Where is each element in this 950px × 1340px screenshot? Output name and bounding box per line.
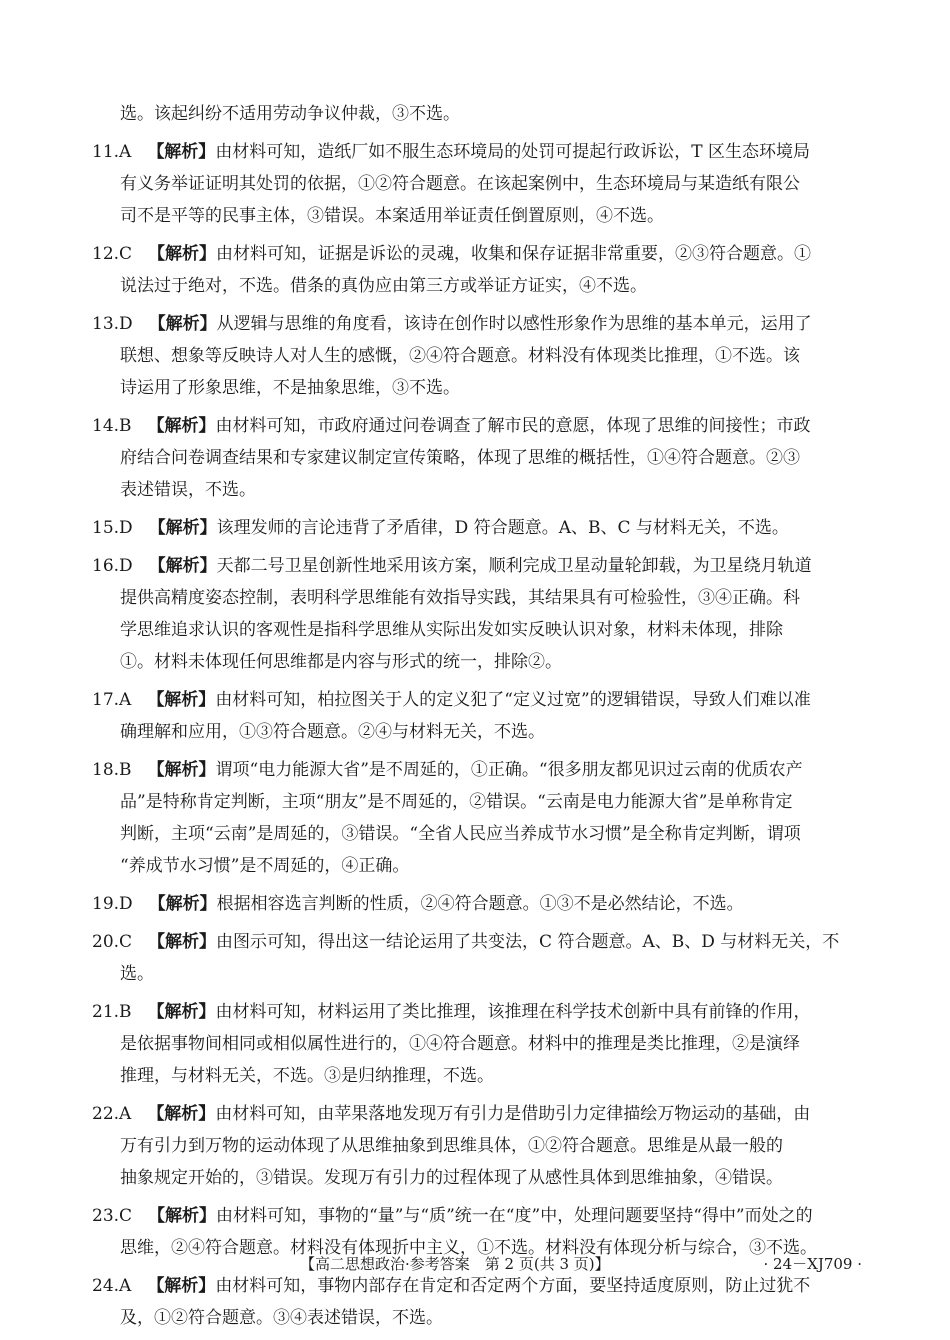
answer-continuation-line: 诗运用了形象思维，不是抽象思维，③不选。 — [120, 378, 460, 398]
answer-first-line — [92, 550, 864, 582]
analysis-tag: 【解析】 — [147, 690, 216, 710]
answer-text: 由材料可知，柏拉图关于人的定义犯了“定义过宽”的逻辑错误，导致人们难以准 — [215, 690, 811, 710]
answer-text: 由材料可知，材料运用了类比推理，该推理在科学技术创新中具有前锋的作用， — [215, 1002, 811, 1022]
answer-text: 由材料可知，证据是诉讼的灵魂，收集和保存证据非常重要，②③符合题意。① — [216, 244, 812, 264]
answer-text: 由材料可知，造纸厂如不服生态环境局的处罚可提起行政诉讼，T 区生态环境局 — [215, 142, 811, 162]
answer-item — [92, 238, 864, 302]
answer-first-line — [92, 512, 864, 544]
answer-item — [92, 136, 864, 232]
answer-number: 22.A — [92, 1104, 132, 1124]
answer-first-line — [92, 410, 864, 442]
answer-continuation-line: 提供高精度姿态控制，表明科学思维能有效指导实践，其结果具有可检验性，③④正确。科 — [120, 588, 800, 608]
answer-first-line — [92, 754, 864, 786]
answer-continuation-line: 有义务举证证明其处罚的依据，①②符合题意。在该起案例中，生态环境局与某造纸有限公 — [120, 174, 800, 194]
analysis-tag: 【解析】 — [147, 1276, 216, 1296]
answer-continuation-line: 万有引力到万物的运动体现了从思维抽象到思维具体，①②符合题意。思维是从最一般的 — [120, 1136, 783, 1156]
answer-continuation-line: 联想、想象等反映诗人对人生的感慨，②④符合题意。材料没有体现类比推理，①不选。该 — [120, 346, 800, 366]
analysis-tag: 【解析】 — [148, 244, 217, 264]
answer-item — [92, 550, 864, 678]
answer-number: 16.D — [92, 556, 133, 576]
answer-continuation-line: 思维，②④符合题意。材料没有体现折中主义，①不选。材料没有体现分析与综合，③不选。 — [120, 1238, 817, 1258]
answer-first-line — [92, 888, 864, 920]
answer-item — [92, 926, 864, 990]
answer-text: 由材料可知，事物的“量”与“质”统一在“度”中，处理问题要坚持“得中”而处之的 — [216, 1206, 813, 1226]
answer-text: 从逻辑与思维的角度看，该诗在创作时以感性形象作为思维的基本单元，运用了 — [216, 314, 812, 334]
analysis-tag: 【解析】 — [147, 1104, 216, 1124]
answer-list — [92, 98, 864, 1340]
answer-first-line — [92, 308, 864, 340]
answer-continuation-line: 司不是平等的民事主体，③错误。本案适用举证责任倒置原则，④不选。 — [120, 206, 664, 226]
answer-item — [92, 410, 864, 506]
answer-continuation-line: 学思维追求认识的客观性是指科学思维从实际出发如实反映认识对象，材料未体现，排除 — [120, 620, 783, 640]
answer-text: 根据相容选言判断的性质，②④符合题意。①③不是必然结论，不选。 — [216, 894, 744, 914]
answer-item — [92, 754, 864, 882]
analysis-tag: 【解析】 — [148, 894, 217, 914]
answer-number: 17.A — [92, 690, 132, 710]
footer-title: 【高二思想政治·参考答案 第 2 页(共 3 页)】 — [300, 1255, 610, 1273]
answer-continuation-line: 抽象规定开始的，③错误。发现万有引力的过程体现了从感性具体到思维抽象，④错误。 — [120, 1168, 783, 1188]
answer-text: 由图示可知，得出这一结论运用了共变法，C 符合题意。A、B、D 与材料无关，不 — [216, 932, 840, 952]
answer-number: 14.B — [92, 416, 132, 436]
answer-number: 20.C — [92, 932, 133, 952]
answer-continuation-line: ①。材料未体现任何思维都是内容与形式的统一，排除②。 — [120, 652, 562, 672]
answer-continuation-line: 确理解和应用，①③符合题意。②④与材料无关，不选。 — [120, 722, 545, 742]
answer-text: 由材料可知，事物内部存在肯定和否定两个方面，要坚持适度原则，防止过犹不 — [215, 1276, 811, 1296]
answer-item — [92, 1098, 864, 1194]
answer-continuation-line: 判断，主项“云南”是周延的，③错误。“全省人民应当养成节水习惯”是全称肯定判断，谓项 — [120, 824, 801, 844]
answer-continuation-line: 表述错误，不选。 — [120, 480, 256, 500]
answer-first-line — [92, 1200, 864, 1232]
answer-number: 11.A — [92, 142, 132, 162]
answer-number: 23.C — [92, 1206, 133, 1226]
analysis-tag: 【解析】 — [148, 1206, 217, 1226]
answer-continuation-line: “养成节水习惯”是不周延的，④正确。 — [120, 856, 410, 876]
answer-text: 谓项“电力能源大省”是不周延的，①正确。“很多朋友都见识过云南的优质农产 — [215, 760, 803, 780]
answer-first-line — [92, 996, 864, 1028]
answer-first-line — [92, 684, 864, 716]
answer-item — [92, 308, 864, 404]
answer-item — [92, 1270, 864, 1334]
answer-item — [92, 684, 864, 748]
page-footer — [0, 1252, 950, 1276]
answer-text: 天都二号卫星创新性地采用该方案，顺利完成卫星动量轮卸载，为卫星绕月轨道 — [216, 556, 812, 576]
answer-continuation-line: 推理，与材料无关，不选。③是归纳推理，不选。 — [120, 1066, 494, 1086]
analysis-tag: 【解析】 — [147, 416, 216, 436]
answer-continuation-line: 品”是特称肯定判断，主项“朋友”是不周延的，②错误。“云南是电力能源大省”是单称肯定 — [120, 792, 793, 812]
answer-continuation-line: 是依据事物间相同或相似属性进行的，①④符合题意。材料中的推理是类比推理，②是演绎 — [120, 1034, 800, 1054]
answer-number: 18.B — [92, 760, 132, 780]
answer-first-line — [92, 136, 864, 168]
answer-number: 21.B — [92, 1002, 132, 1022]
analysis-tag: 【解析】 — [147, 760, 216, 780]
answer-number: 19.D — [92, 894, 133, 914]
analysis-tag: 【解析】 — [148, 518, 217, 538]
answer-item — [92, 512, 864, 544]
answer-number: 24.A — [92, 1276, 132, 1296]
answer-first-line — [92, 926, 864, 958]
answer-continuation-line: 府结合问卷调查结果和专家建议制定宣传策略，体现了思维的概括性，①④符合题意。②③ — [120, 448, 800, 468]
answer-item — [92, 996, 864, 1092]
answer-continuation-line: 说法过于绝对，不选。借条的真伪应由第三方或举证方证实，④不选。 — [120, 276, 647, 296]
answer-number: 13.D — [92, 314, 133, 334]
analysis-tag: 【解析】 — [147, 142, 216, 162]
analysis-tag: 【解析】 — [148, 556, 217, 576]
answer-text: 由材料可知，由苹果落地发现万有引力是借助引力定律描绘万物运动的基础，由 — [215, 1104, 811, 1124]
analysis-tag: 【解析】 — [148, 932, 217, 952]
answer-continuation-line: 及，①②符合题意。③④表述错误，不选。 — [120, 1308, 443, 1328]
analysis-tag: 【解析】 — [148, 314, 217, 334]
answer-number: 12.C — [92, 244, 133, 264]
analysis-tag: 【解析】 — [147, 1002, 216, 1022]
answer-continuation-line: 选。 — [120, 964, 154, 984]
answer-first-line — [92, 1098, 864, 1130]
answer-number: 15.D — [92, 518, 133, 538]
intro-line: 选。该起纠纷不适用劳动争议仲裁，③不选。 — [120, 104, 460, 124]
answer-item — [92, 888, 864, 920]
answer-text: 由材料可知，市政府通过问卷调查了解市民的意愿，体现了思维的间接性；市政 — [215, 416, 811, 436]
footer-code: · 24－XJ709 · — [763, 1255, 862, 1273]
answer-first-line — [92, 238, 864, 270]
answer-text: 该理发师的言论违背了矛盾律，D 符合题意。A、B、C 与材料无关，不选。 — [216, 518, 789, 538]
